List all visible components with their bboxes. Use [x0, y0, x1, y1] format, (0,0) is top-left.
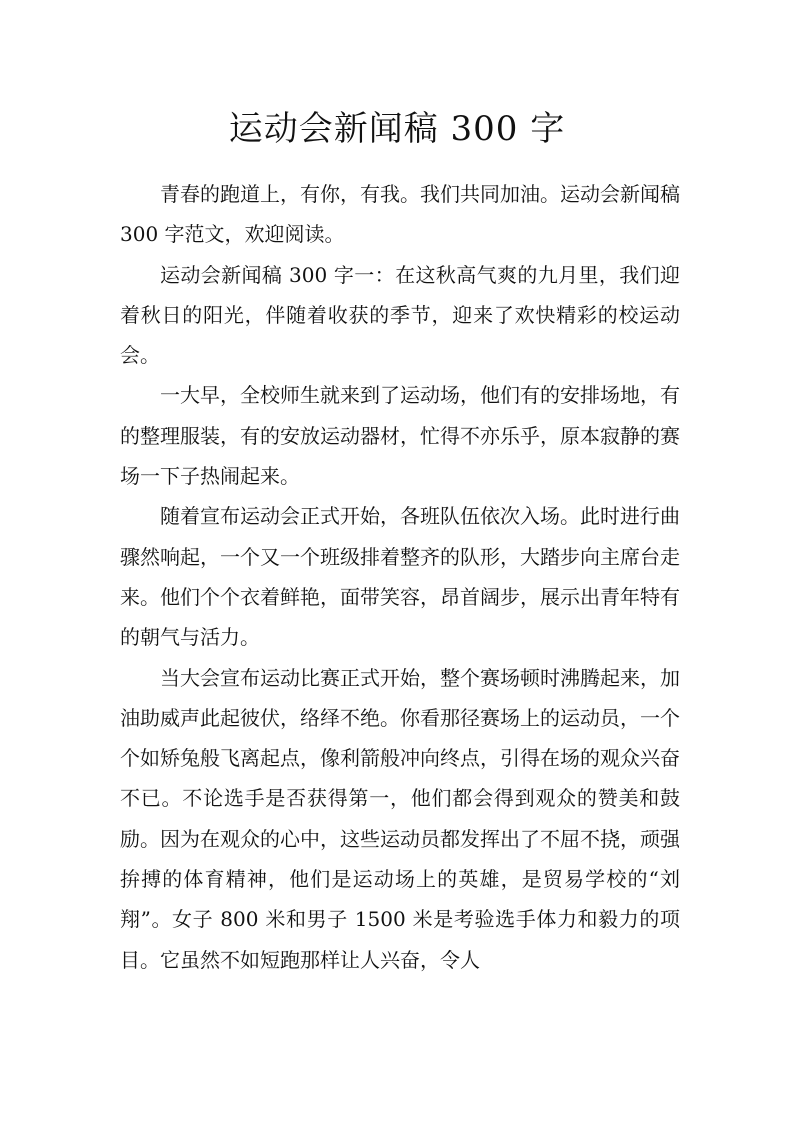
document-body — [120, 174, 680, 980]
paragraph-opening: 运动会新闻稿 300 字一：在这秋高气爽的九月里，我们迎着秋日的阳光，伴随着收获的季节，迎来了欢快精彩的校运动会。 — [120, 262, 680, 368]
paragraph-parade: 随着宣布运动会正式开始，各班队伍依次入场。此时进行曲骤然响起，一个又一个班级排着整齐的队形，大踏步向主席台走来。他们个个衣着鲜艳，面带笑容，昂首阔步，展示出青年特有的朝气与活力。 — [120, 504, 680, 650]
document-title: 运动会新闻稿 300 字 — [228, 109, 566, 149]
paragraph-intro: 青春的跑道上，有你，有我。我们共同加油。运动会新闻稿 300 字范文，欢迎阅读。 — [120, 182, 680, 247]
paragraph-morning: 一大早，全校师生就来到了运动场，他们有的安排场地，有的整理服装，有的安放运动器材，忙得不亦乐乎，原本寂静的赛场一下子热闹起来。 — [120, 383, 680, 489]
paragraph-competition: 当大会宣布运动比赛正式开始，整个赛场顿时沸腾起来，加油助威声此起彼伏，络绎不绝。你看那径赛场上的运动员，一个个如矫兔般飞离起点，像利箭般冲向终点，引得在场的观众兴奋不已。不论选手是否获得第一，他们都会得到观众的赞美和鼓励。因为在观众的心中，这些运动员都发挥出了不屈不挠，顽强拚搏的体育精神，他们是运动场上的英雄，是贸易学校的“刘翔”。女子 800 米和男子 1500 米是考验选手体力和毅力的项目。它虽然不如短跑那样让人兴奋，令人 — [120, 665, 680, 972]
